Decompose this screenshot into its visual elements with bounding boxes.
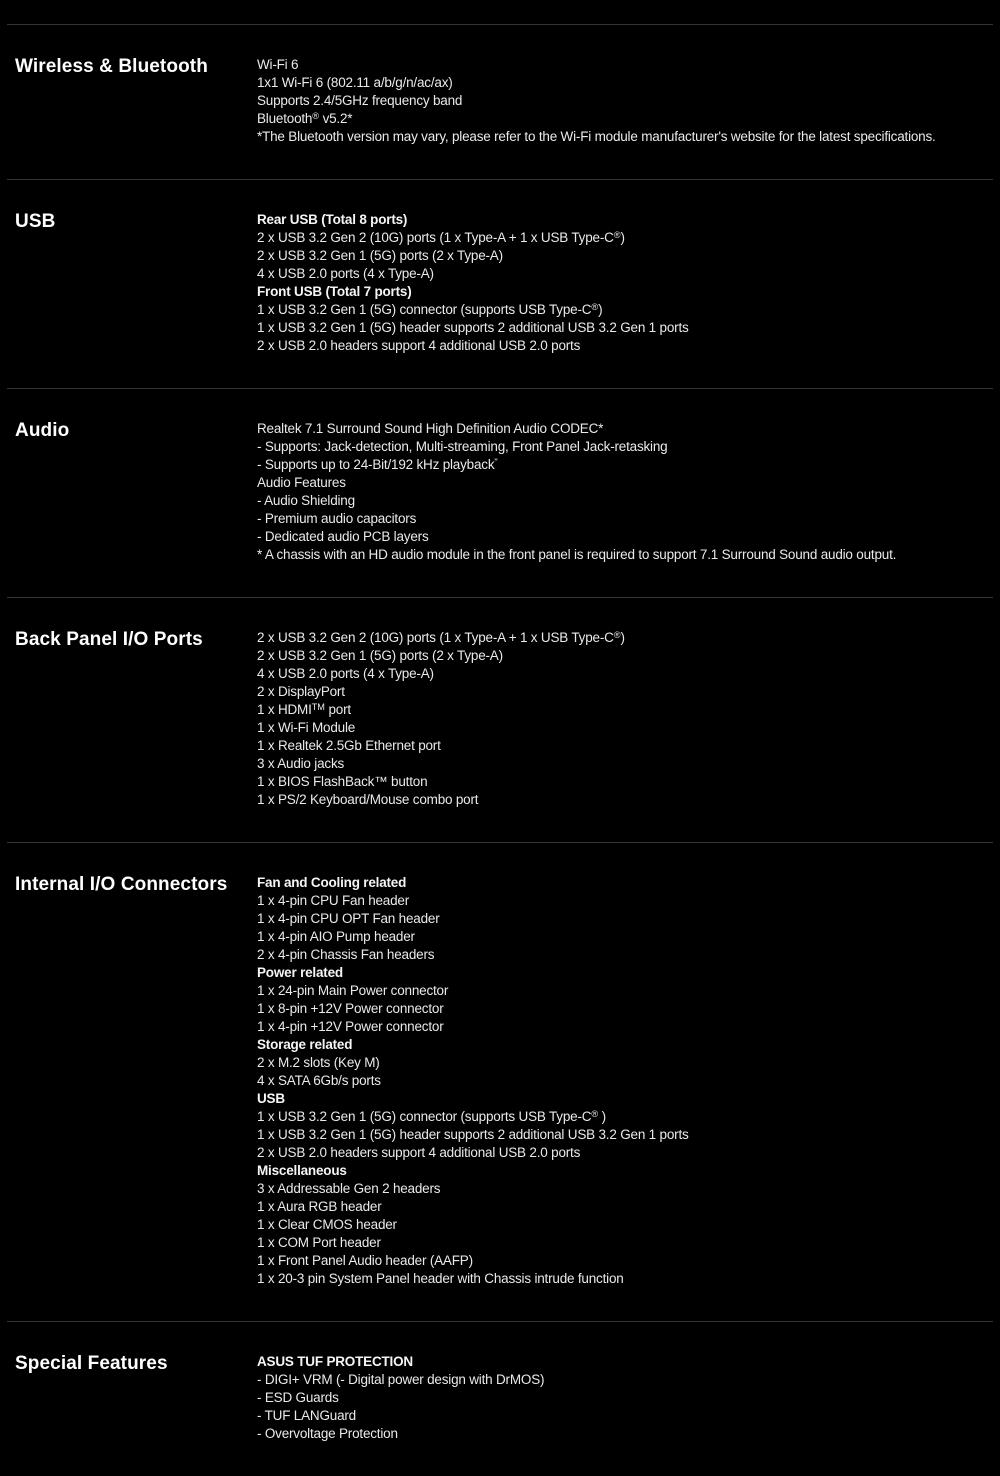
- spec-line: 4 x USB 2.0 ports (4 x Type-A): [257, 666, 434, 681]
- spec-section-special-features: [7, 1321, 993, 1476]
- section-label: USB: [15, 211, 56, 232]
- spec-line: - DIGI+ VRM (- Digital power design with DrMOS): [257, 1372, 545, 1387]
- spec-line: Supports 2.4/5GHz frequency band: [257, 93, 463, 108]
- section-label: Internal I/O Connectors: [15, 874, 228, 895]
- spec-line: 2 x USB 2.0 headers support 4 additional USB 2.0 ports: [257, 338, 581, 353]
- spec-line: 1 x Wi-Fi Module: [257, 720, 356, 735]
- spec-subheading: Front USB (Total 7 ports): [257, 284, 412, 299]
- spec-line: 4 x USB 2.0 ports (4 x Type-A): [257, 266, 434, 281]
- spec-subheading: Power related: [257, 965, 343, 980]
- superscript-mark: TM: [311, 701, 325, 712]
- spec-line: 1 x 4-pin CPU OPT Fan header: [257, 911, 440, 926]
- spec-line: 2 x DisplayPort: [257, 684, 345, 699]
- section-label: Back Panel I/O Ports: [15, 629, 203, 650]
- spec-line: 2 x M.2 slots (Key M): [257, 1055, 380, 1070]
- section-label: Special Features: [15, 1353, 168, 1374]
- spec-line: 1 x BIOS FlashBack™ button: [257, 774, 428, 789]
- spec-line: Bluetooth® v5.2*: [257, 110, 353, 126]
- spec-line: 2 x USB 3.2 Gen 2 (10G) ports (1 x Type-A + 1 x USB Type-C®): [257, 629, 625, 645]
- spec-line: 1 x Realtek 2.5Gb Ethernet port: [257, 738, 441, 753]
- spec-line: 2 x USB 3.2 Gen 1 (5G) ports (2 x Type-A): [257, 248, 503, 263]
- spec-subheading: Fan and Cooling related: [257, 875, 407, 890]
- superscript-mark: ®: [591, 301, 599, 312]
- spec-subheading: Miscellaneous: [257, 1163, 347, 1178]
- superscript-mark: ®: [591, 1108, 599, 1119]
- spec-line: 1 x 4-pin CPU Fan header: [257, 893, 410, 908]
- spec-line: 1 x 24-pin Main Power connector: [257, 983, 449, 998]
- spec-section-internal-io-connectors: [7, 842, 993, 1321]
- spec-subheading: USB: [257, 1091, 285, 1106]
- spec-line: 4 x SATA 6Gb/s ports: [257, 1073, 381, 1088]
- spec-line: 1 x Clear CMOS header: [257, 1217, 397, 1232]
- spec-line: 1 x Aura RGB header: [257, 1199, 382, 1214]
- spec-line: - ESD Guards: [257, 1390, 339, 1405]
- spec-line: *The Bluetooth version may vary, please refer to the Wi-Fi module manufacturer's website for the latest specifications.: [257, 129, 936, 144]
- spec-line: - TUF LANGuard: [257, 1408, 356, 1423]
- spec-line: 2 x USB 3.2 Gen 2 (10G) ports (1 x Type-A + 1 x USB Type-C®): [257, 229, 625, 245]
- spec-line: 1 x 4-pin +12V Power connector: [257, 1019, 444, 1034]
- superscript-mark: ®: [613, 629, 621, 640]
- spec-line: 1 x USB 3.2 Gen 1 (5G) header supports 2 additional USB 3.2 Gen 1 ports: [257, 320, 689, 335]
- spec-line: 1 x COM Port header: [257, 1235, 381, 1250]
- section-content: [257, 211, 993, 355]
- spec-section-usb: [7, 179, 993, 388]
- spec-line: 1x1 Wi-Fi 6 (802.11 a/b/g/n/ac/ax): [257, 75, 453, 90]
- spec-subheading: ASUS TUF PROTECTION: [257, 1354, 413, 1369]
- superscript-mark: ®: [312, 110, 320, 121]
- spec-subheading: Rear USB (Total 8 ports): [257, 212, 408, 227]
- spec-line: Audio Features: [257, 475, 346, 490]
- section-content: [257, 1353, 993, 1443]
- section-content: [257, 874, 993, 1288]
- spec-line: 1 x HDMI™ port: [257, 701, 351, 717]
- spec-line: 2 x USB 2.0 headers support 4 additional USB 2.0 ports: [257, 1145, 581, 1160]
- spec-line: 1 x 8-pin +12V Power connector: [257, 1001, 444, 1016]
- spec-line: 1 x PS/2 Keyboard/Mouse combo port: [257, 792, 479, 807]
- spec-line: 1 x 4-pin AIO Pump header: [257, 929, 415, 944]
- spec-section-back-panel-io-ports: [7, 597, 993, 842]
- spec-subheading: Storage related: [257, 1037, 353, 1052]
- spec-section-audio: [7, 388, 993, 597]
- spec-line: Realtek 7.1 Surround Sound High Definition Audio CODEC*: [257, 421, 604, 436]
- spec-line: * A chassis with an HD audio module in the front panel is required to support 7.1 Surround Sound audio output.: [257, 547, 897, 562]
- section-label: Wireless & Bluetooth: [15, 56, 208, 77]
- spec-line: - Supports up to 24-Bit/192 kHz playback": [257, 456, 498, 472]
- section-label: Audio: [15, 420, 70, 441]
- spec-line: - Premium audio capacitors: [257, 511, 417, 526]
- spec-section-wireless-bluetooth: [7, 24, 993, 179]
- spec-table: [7, 24, 993, 1476]
- spec-line: 1 x USB 3.2 Gen 1 (5G) header supports 2 additional USB 3.2 Gen 1 ports: [257, 1127, 689, 1142]
- spec-line: - Overvoltage Protection: [257, 1426, 398, 1441]
- spec-line: - Dedicated audio PCB layers: [257, 529, 429, 544]
- spec-line: 1 x USB 3.2 Gen 1 (5G) connector (supports USB Type-C®): [257, 301, 603, 317]
- superscript-mark: ®: [613, 229, 621, 240]
- spec-line: 3 x Addressable Gen 2 headers: [257, 1181, 441, 1196]
- spec-line: Wi-Fi 6: [257, 57, 299, 72]
- spec-line: - Supports: Jack-detection, Multi-streaming, Front Panel Jack-retasking: [257, 439, 668, 454]
- section-content: [257, 629, 993, 809]
- superscript-mark: ": [494, 456, 498, 467]
- section-content: [257, 420, 993, 564]
- spec-line: 3 x Audio jacks: [257, 756, 345, 771]
- top-spacer: [0, 0, 1000, 24]
- spec-line: 1 x USB 3.2 Gen 1 (5G) connector (supports USB Type-C® ): [257, 1108, 606, 1124]
- spec-line: 2 x 4-pin Chassis Fan headers: [257, 947, 435, 962]
- spec-line: 1 x Front Panel Audio header (AAFP): [257, 1253, 473, 1268]
- spec-line: 2 x USB 3.2 Gen 1 (5G) ports (2 x Type-A): [257, 648, 503, 663]
- section-content: [257, 56, 993, 146]
- spec-line: 1 x 20-3 pin System Panel header with Chassis intrude function: [257, 1271, 624, 1286]
- spec-line: - Audio Shielding: [257, 493, 355, 508]
